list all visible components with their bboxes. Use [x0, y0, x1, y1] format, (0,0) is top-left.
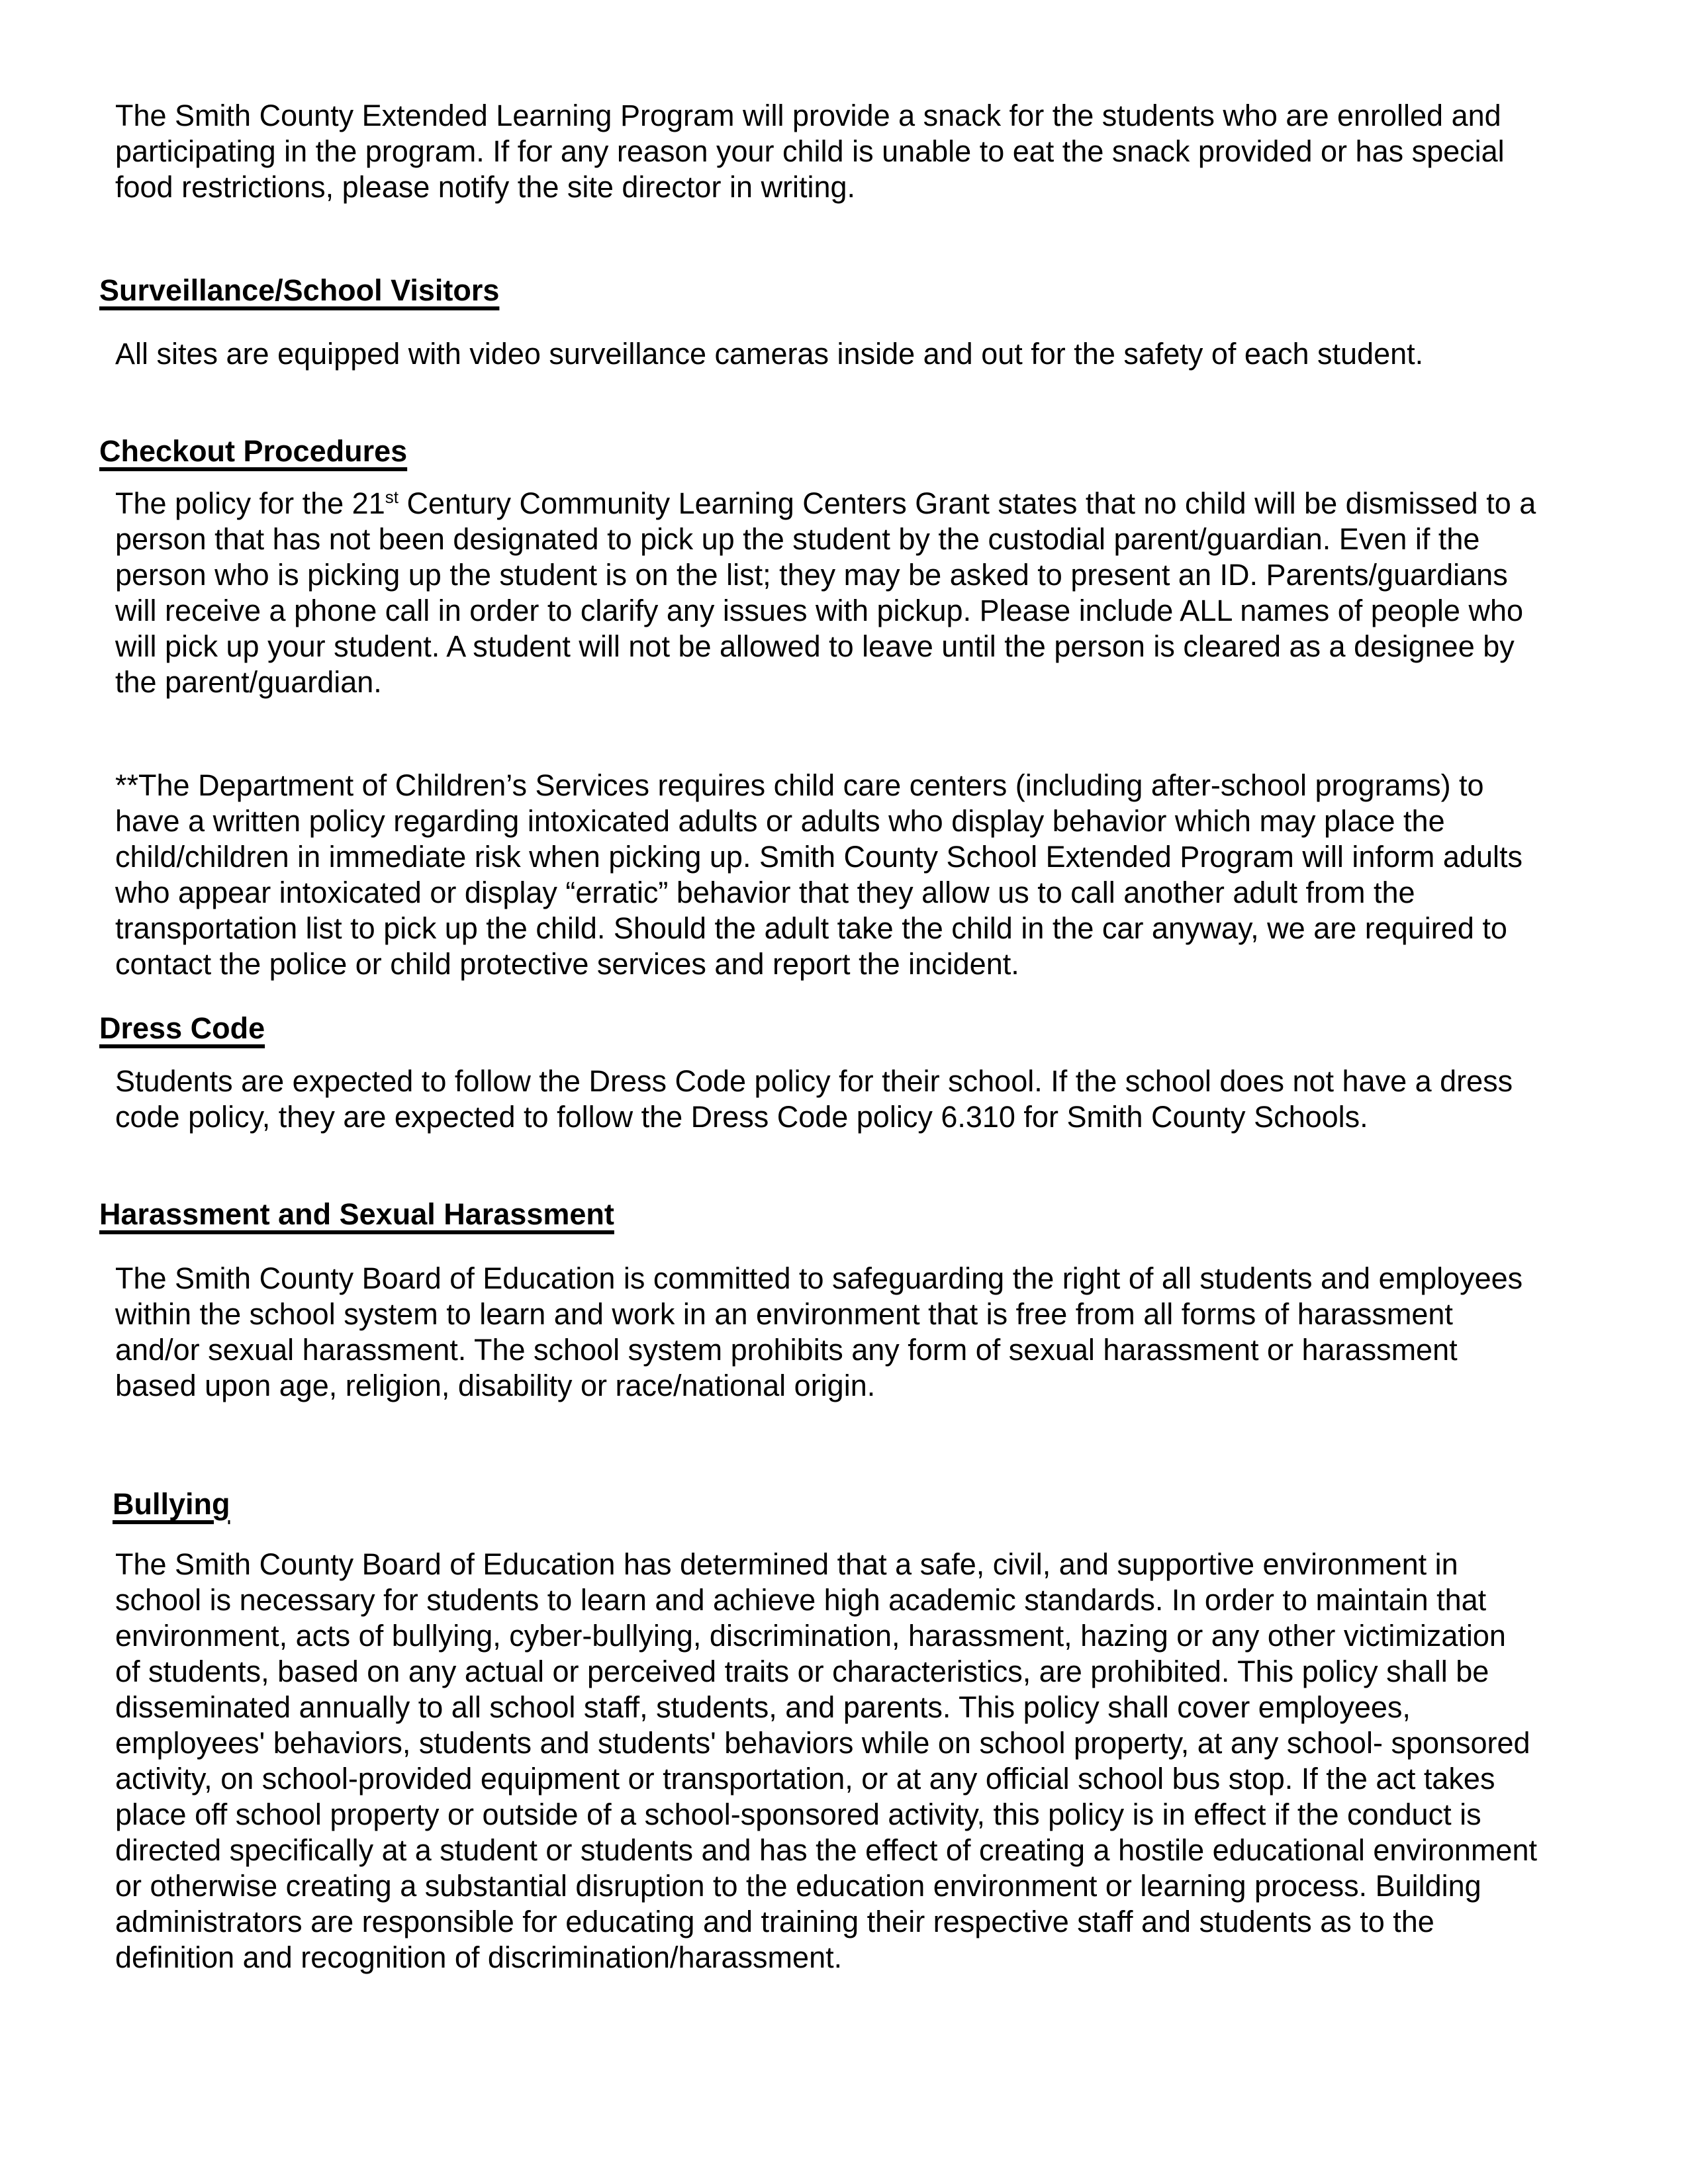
section-heading-bullying: Bullying: [113, 1487, 230, 1521]
surveillance-paragraph: All sites are equipped with video surveillance cameras inside and out for the safety of each student.: [115, 337, 1424, 371]
bullying-paragraph: The Smith County Board of Education has determined that a safe, civil, and supportive environment in school is necessary for students to learn and achieve high academic standards. In order to maintain that environment, acts of bullying, cyber-bullying, discrimination, harassment, hazing or any other victimization of students, based on any actual or perceived traits or characteristics, are prohibited. This policy shall be disseminated annually to all school staff, students, and parents. This policy shall cover employees, employees' behaviors, students and students' behaviors while on school property, at any school- sponsored activity, on school-provided equipment or transportation, or at any official school bus stop. If the act takes place off school property or outside of a school-sponsored activity, this policy is in effect if the conduct is directed specifically at a student or students and has the effect of creating a hostile educational environment or otherwise creating a substantial disruption to the education environment or learning process. Building administrators are responsible for educating and training their respective staff and students as to the definition and recognition of discrimination/harassment.: [115, 1547, 1546, 1974]
checkout-policy-text-before-superscript: The policy for the 21: [115, 486, 385, 520]
childrens-services-paragraph: **The Department of Children’s Services requires child care centers (including after-school programs) to have a written policy regarding intoxicated adults or adults who display behavior which may place the child/children in immediate risk when picking up. Smith County School Extended Program will inform adults who appear intoxicated or display “erratic” behavior that they allow us to call another adult from the transportation list to pick up the child. Should the adult take the child in the car anyway, we are required to contact the police or child protective services and report the incident.: [115, 768, 1531, 981]
checkout-policy-paragraph: [115, 486, 1544, 700]
section-heading-surveillance-school-visitors: Surveillance/School Visitors: [99, 273, 500, 307]
checkout-policy-text-after-superscript: Century Community Learning Centers Grant states that no child will be dismissed to a person that has not been designated to pick up the student by the custodial parent/guardian. Even if the person who is picking up the student is on the list; they may be asked to present an ID. Parents/guardians will receive a phone call in order to clarify any issues with pickup. Please include ALL names of people who will pick up your student. A student will not be allowed to leave until the person is cleared as a designee by the parent/guardian.: [115, 486, 1544, 699]
section-heading-dress-code: Dress Code: [99, 1011, 265, 1045]
harassment-paragraph: The Smith County Board of Education is committed to safeguarding the right of all students and employees within the school system to learn and work in an environment that is free from all forms of harassment and/or sexual harassment. The school system prohibits any form of sexual harassment or harassment based upon age, religion, disability or race/national origin.: [115, 1261, 1531, 1402]
ordinal-superscript: st: [385, 487, 399, 507]
section-heading-checkout-procedures: Checkout Procedures: [99, 434, 408, 468]
section-heading-harassment: Harassment and Sexual Harassment: [99, 1197, 614, 1231]
dress-code-paragraph: Students are expected to follow the Dress Code policy for their school. If the school does not have a dress code policy, they are expected to follow the Dress Code policy 6.310 for Smith County Schools.: [115, 1064, 1521, 1134]
intro-paragraph: The Smith County Extended Learning Program will provide a snack for the students who are enrolled and participating in the program. If for any reason your child is unable to eat the snack provided or has special food restrictions, please notify the site director in writing.: [115, 99, 1513, 204]
